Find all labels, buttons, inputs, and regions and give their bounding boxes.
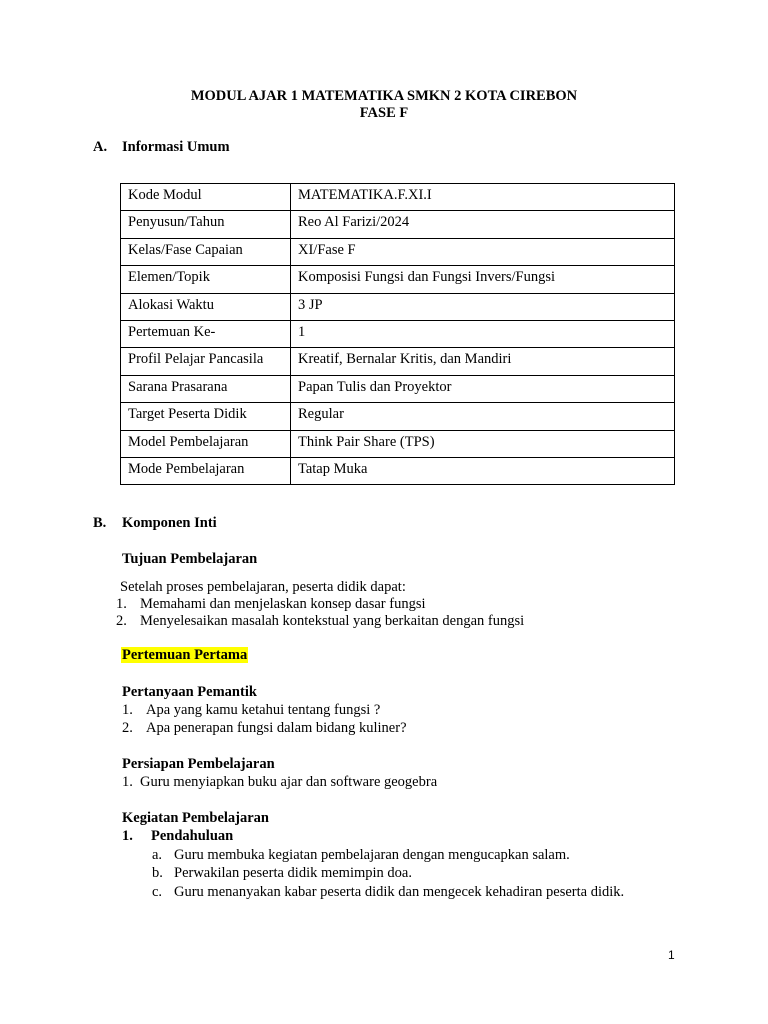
pemantik-heading: Pertanyaan Pemantik xyxy=(122,684,257,700)
kegiatan-heading: Kegiatan Pembelajaran xyxy=(122,810,269,826)
info-key: Alokasi Waktu xyxy=(121,293,291,320)
pemantik-item-1: Apa yang kamu ketahui tentang fungsi ? xyxy=(146,702,381,718)
pemantik-item-2: Apa penerapan fungsi dalam bidang kuliner? xyxy=(146,720,407,736)
pemantik-num-2: 2. xyxy=(122,720,133,736)
info-value: Regular xyxy=(291,403,675,430)
info-key: Kelas/Fase Capaian xyxy=(121,238,291,265)
info-table-row xyxy=(121,211,675,238)
info-table-row xyxy=(121,266,675,293)
info-key: Sarana Prasarana xyxy=(121,375,291,402)
info-value: 3 JP xyxy=(291,293,675,320)
persiapan-item-1: Guru menyiapkan buku ajar dan software geogebra xyxy=(140,774,438,790)
info-value: MATEMATIKA.F.XI.I xyxy=(291,184,675,211)
info-key: Mode Pembelajaran xyxy=(121,457,291,484)
section-b-letter: B. xyxy=(93,515,107,531)
section-a-heading: Informasi Umum xyxy=(122,139,230,155)
info-key: Elemen/Topik xyxy=(121,266,291,293)
info-table-row xyxy=(121,403,675,430)
section-b-heading: Komponen Inti xyxy=(122,515,217,531)
kegiatan-letter-c: c. xyxy=(152,884,163,900)
pertemuan-pertama-label xyxy=(121,647,248,664)
kegiatan-letter-b: b. xyxy=(152,865,163,881)
info-table-row xyxy=(121,430,675,457)
document-title: MODUL AJAR 1 MATEMATIKA SMKN 2 KOTA CIREBON xyxy=(190,88,578,104)
info-value: XI/Fase F xyxy=(291,238,675,265)
info-table-row xyxy=(121,184,675,211)
kegiatan-item-a: Guru membuka kegiatan pembelajaran dengan mengucapkan salam. xyxy=(174,847,570,863)
kegiatan-letter-a: a. xyxy=(152,847,163,863)
tujuan-item-1: Memahami dan menjelaskan konsep dasar fungsi xyxy=(140,596,426,612)
kegiatan-item-b: Perwakilan peserta didik memimpin doa. xyxy=(174,865,412,881)
info-value: 1 xyxy=(291,320,675,347)
info-table-row xyxy=(121,238,675,265)
document-subtitle: FASE F xyxy=(359,105,409,121)
tujuan-item-2: Menyelesaikan masalah kontekstual yang berkaitan dengan fungsi xyxy=(140,613,525,629)
info-key: Model Pembelajaran xyxy=(121,430,291,457)
page-number: 1 xyxy=(668,948,675,962)
pertemuan-pertama-text: Pertemuan Pertama xyxy=(122,647,248,663)
info-value: Komposisi Fungsi dan Fungsi Invers/Fungsi xyxy=(291,266,675,293)
info-value: Papan Tulis dan Proyektor xyxy=(291,375,675,402)
info-table-row xyxy=(121,375,675,402)
persiapan-heading: Persiapan Pembelajaran xyxy=(122,756,275,772)
tujuan-heading: Tujuan Pembelajaran xyxy=(122,551,258,567)
info-key: Penyusun/Tahun xyxy=(121,211,291,238)
pemantik-num-1: 1. xyxy=(122,702,133,718)
info-value: Kreatif, Bernalar Kritis, dan Mandiri xyxy=(291,348,675,375)
info-value: Reo Al Farizi/2024 xyxy=(291,211,675,238)
kegiatan-item-c: Guru menanyakan kabar peserta didik dan mengecek kehadiran peserta didik. xyxy=(174,884,625,900)
section-a-letter: A. xyxy=(93,139,108,155)
info-table-row xyxy=(121,293,675,320)
info-key: Pertemuan Ke- xyxy=(121,320,291,347)
info-value: Tatap Muka xyxy=(291,457,675,484)
pendahuluan-num: 1. xyxy=(122,828,133,844)
info-key: Kode Modul xyxy=(121,184,291,211)
tujuan-num-1: 1. xyxy=(116,596,127,612)
info-key: Target Peserta Didik xyxy=(121,403,291,430)
info-table-row xyxy=(121,320,675,347)
tujuan-intro: Setelah proses pembelajaran, peserta didik dapat: xyxy=(120,579,406,595)
info-value: Think Pair Share (TPS) xyxy=(291,430,675,457)
pendahuluan-heading: Pendahuluan xyxy=(151,828,234,844)
persiapan-num-1: 1. xyxy=(122,774,133,790)
tujuan-num-2: 2. xyxy=(116,613,127,629)
info-key: Profil Pelajar Pancasila xyxy=(121,348,291,375)
info-table xyxy=(120,183,675,485)
info-table-row xyxy=(121,348,675,375)
info-table-row xyxy=(121,457,675,484)
